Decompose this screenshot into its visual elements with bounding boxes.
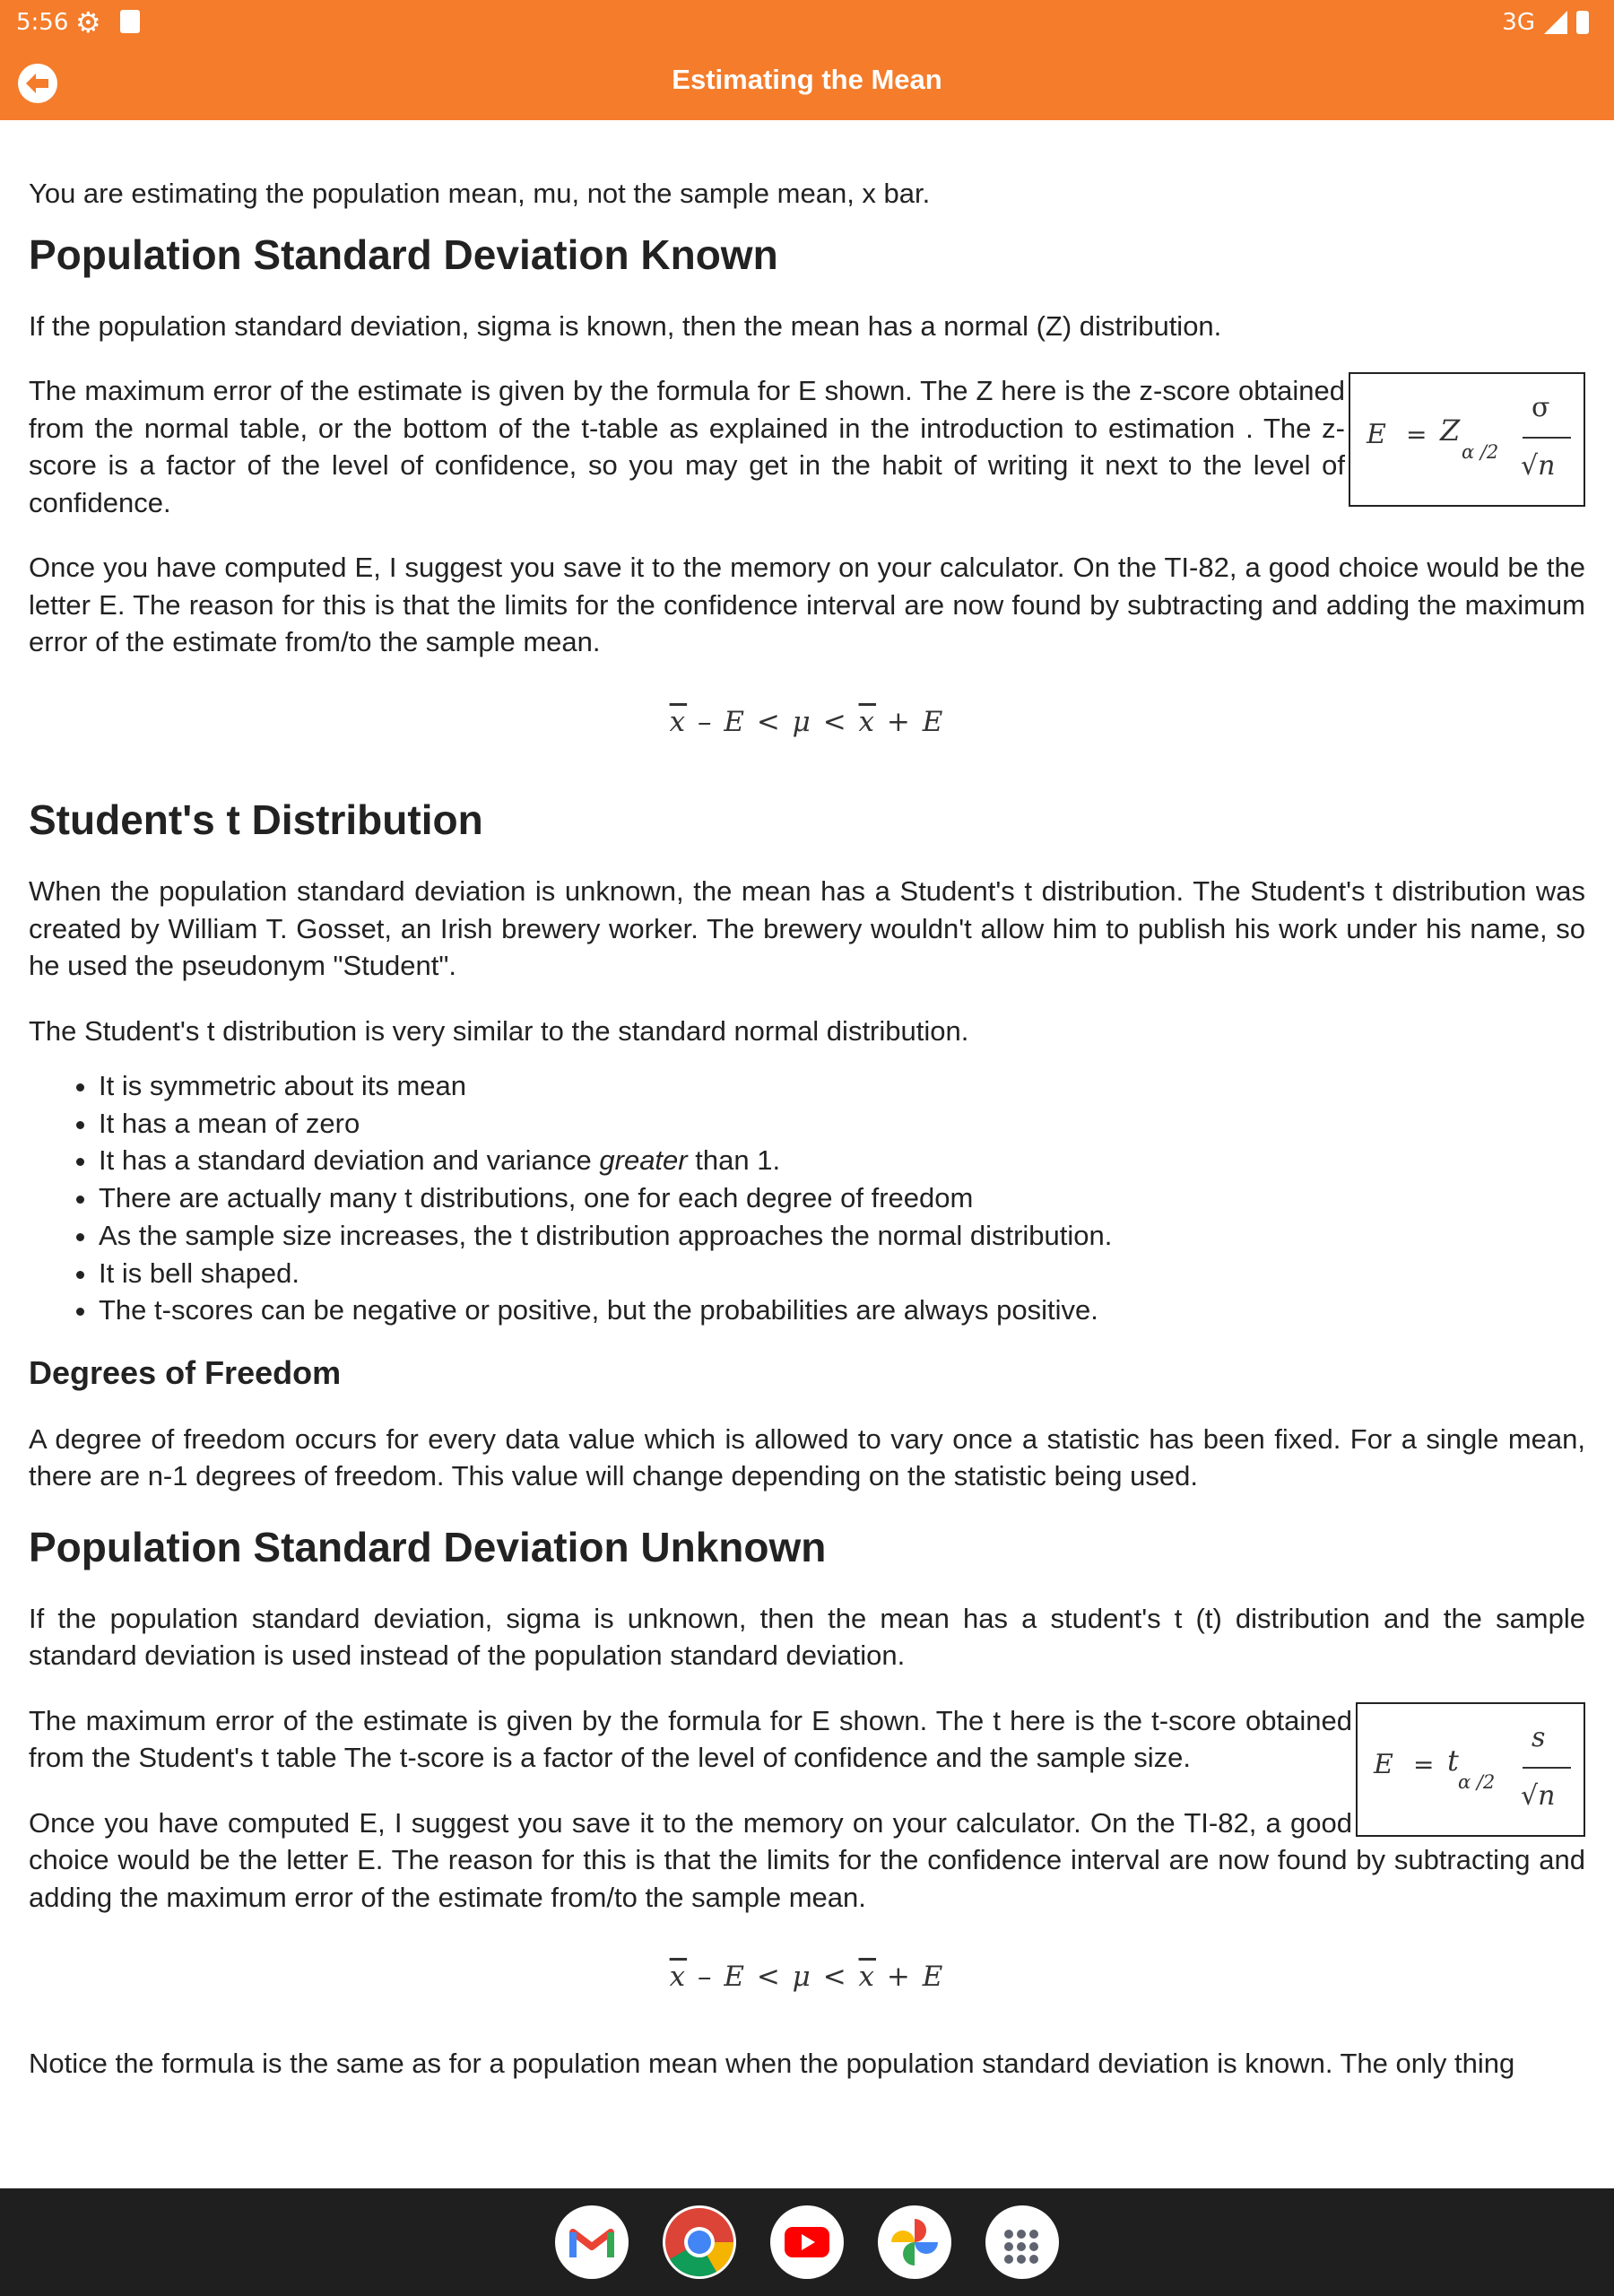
formula-critical: Z (1440, 413, 1461, 448)
list-item: • It is bell shaped. (99, 1255, 1585, 1292)
list-item: • The t-scores can be negative or positive, but the probabilities are always positive. (99, 1292, 1585, 1329)
heading-sd-unknown: Population Standard Deviation Unknown (29, 1523, 827, 1570)
formula-denominator: √n (1521, 1779, 1556, 1812)
list-item: • As the sample size increases, the t distribution approaches the normal distribution. (99, 1217, 1585, 1255)
list-item: • It is symmetric about its mean (99, 1067, 1585, 1105)
fraction-bar (1523, 437, 1571, 439)
heading-degrees-of-freedom: Degrees of Freedom (29, 1353, 342, 1391)
formula-lhs: E (1374, 1748, 1393, 1780)
app-bar (0, 44, 1614, 120)
sd-known-paragraph-2: The maximum error of the estimate is given by the formula for E shown. The Z here is the z-score obtained from the normal table, or the bottom of the t-table as explained in the introduction to estimation . The z-score is a factor of the level of confidence, so you may get in the habit of writing it next to the level of confidence. (29, 375, 1345, 518)
formula-denominator: √n (1521, 450, 1556, 482)
formula-e-t (1356, 1702, 1585, 1837)
intro-paragraph: You are estimating the population mean, mu, not the sample mean, x bar. (29, 178, 931, 209)
interval-formula-1: $\overline{x} - E < \mu < \overline{x} + E$ (669, 705, 945, 738)
formula-equals: = (1413, 1749, 1435, 1779)
page-title: Estimating the Mean (672, 64, 942, 95)
list-item: • There are actually many t distributions, one for each degree of freedom (99, 1179, 1585, 1217)
list-item: • It has a standard deviation and variance greater than 1. (99, 1142, 1585, 1179)
sd-unknown-paragraph-4: Notice the formula is the same as for a population mean when the population standard deviation is known. The only thing (29, 2047, 1515, 2079)
article-content (29, 120, 1585, 2188)
sd-known-paragraph-3: Once you have computed E, I suggest you save it to the memory on your calculator. On the TI-82, a good choice would be the letter E. The reason for this is that the limits for the confidence interval are now found by subtracting and adding the maximum error of the estimate from/to the sample mean. (29, 552, 1585, 657)
network-type: 3G (1502, 9, 1535, 36)
fraction-bar (1523, 1767, 1571, 1769)
heading-sd-known: Population Standard Deviation Known (29, 230, 778, 278)
battery-icon (1576, 11, 1589, 34)
formula-lhs: E (1367, 419, 1386, 450)
sd-unknown-paragraph-3: Once you have computed E, I suggest you save it to the memory on your calculator. On the TI-82, a good choice would be the letter E. The reason for this is that the limits for the confidence interval are now found by subtracting and adding the maximum error of the estimate from/to the sample mean. (29, 1806, 1585, 1913)
sd-unknown-paragraph-2: The maximum error of the estimate is given by the formula for E shown. The t here is the t-score obtained from the Student's t table The t-score is a factor of the level of confidence and the sample size. (29, 1704, 1352, 1774)
students-t-paragraph-2: The Student's t distribution is very similar to the standard normal distribution. (29, 1014, 969, 1047)
formula-numerator: σ (1532, 392, 1550, 423)
interval-formula-2: $\overline{x} - E < \mu < \overline{x} + E$ (669, 1961, 945, 1994)
formula-critical: t (1447, 1743, 1459, 1778)
emphasis: greater (599, 1144, 688, 1177)
signal-icon (1544, 11, 1567, 34)
list-item: • It has a mean of zero (99, 1105, 1585, 1143)
gmail-icon[interactable] (555, 2205, 629, 2279)
students-t-paragraph-1: When the population standard deviation is unknown, the mean has a Student's t distribution. The Student's t distribution was created by William T. Gosset, an Irish brewery worker. The brewery wouldn't allow him to publish his work under his name, so he used the pseudonym "Student". (29, 875, 1585, 981)
sd-card-icon (120, 10, 140, 33)
formula-subscript: α /2 (1462, 441, 1499, 463)
sd-known-paragraph-1: If the population standard deviation, sigma is known, then the mean has a normal (Z) distribution. (29, 309, 1222, 342)
formula-e-z (1349, 372, 1585, 507)
status-bar (0, 0, 1614, 44)
status-right (1502, 9, 1589, 36)
sd-unknown-paragraph-1: If the population standard deviation, sigma is unknown, then the mean has a student's t (t) distribution and the sample standard deviation is used instead of the population standard deviation. (29, 1602, 1585, 1672)
taskbar (0, 2188, 1614, 2296)
formula-equals: = (1406, 420, 1427, 449)
photos-icon[interactable] (878, 2205, 951, 2279)
app-drawer-icon[interactable] (985, 2205, 1059, 2279)
chrome-icon[interactable] (663, 2205, 736, 2279)
heading-students-t: Student's t Distribution (29, 796, 483, 843)
settings-gear-icon: ⚙ (75, 5, 101, 39)
t-properties-list (29, 1067, 1585, 1329)
formula-numerator: s (1532, 1721, 1546, 1753)
dof-paragraph: A degree of freedom occurs for every data value which is allowed to vary once a statistic has been fixed. For a single mean, there are n-1 degrees of freedom. This value will change depending on the statistic being used. (29, 1422, 1585, 1492)
youtube-icon[interactable] (770, 2205, 844, 2279)
formula-subscript: α /2 (1458, 1770, 1496, 1793)
status-time: 5:56 (16, 9, 69, 36)
